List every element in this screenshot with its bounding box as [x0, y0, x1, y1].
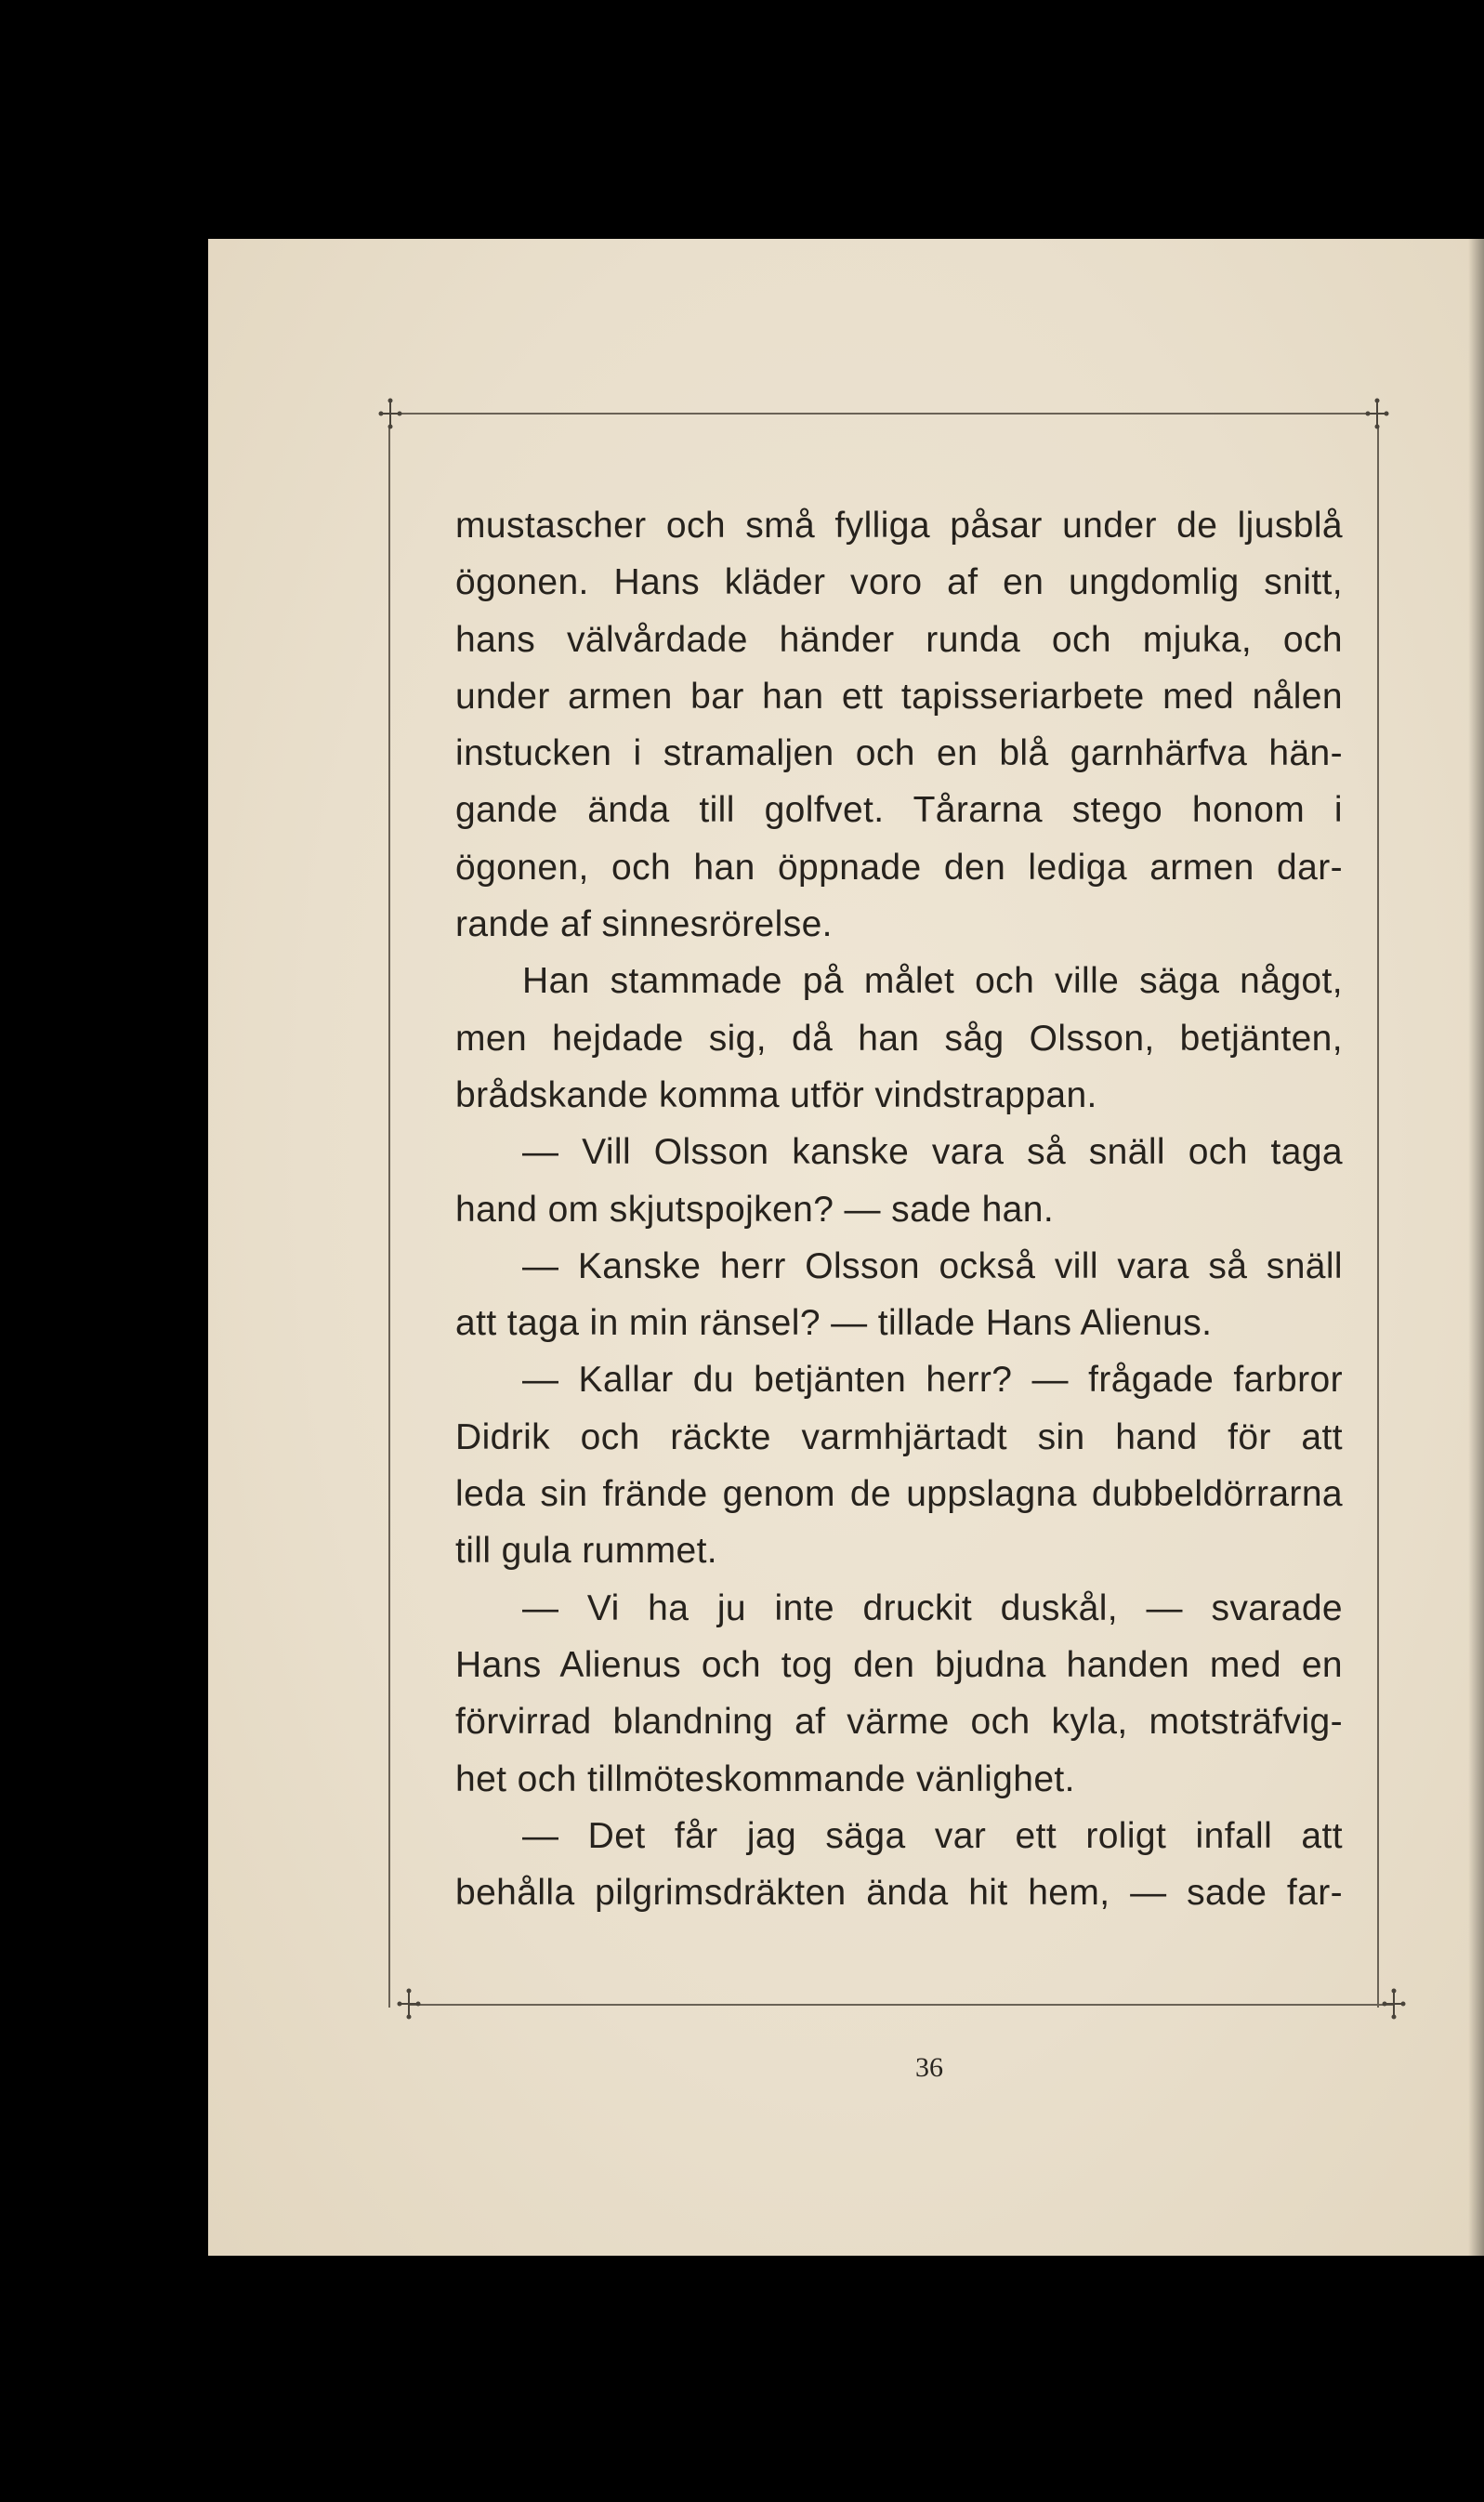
text-line: het och tillmöteskommande vänlighet.	[455, 1758, 1075, 1799]
text-line: gande ända till golfvet. Tårarna stego honom i	[455, 790, 1343, 831]
page-edge-shadow	[1468, 239, 1484, 2256]
corner-ornament-icon	[396, 1987, 422, 2021]
frame-top-line	[390, 413, 1375, 415]
text-line: Han stammade på målet och ville säga något,	[522, 961, 1343, 1002]
corner-ornament-icon	[1364, 397, 1390, 430]
text-line: mustascher och små fylliga påsar under de ljusblå	[455, 506, 1343, 546]
text-line: till gula rummet.	[455, 1531, 718, 1572]
text-line: brådskande komma utför vindstrappan.	[455, 1074, 1097, 1115]
text-line: — Vi ha ju inte druckit duskål, — svarade	[522, 1587, 1343, 1628]
text-line: förvirrad blandning af värme och kyla, motsträfvig-	[455, 1702, 1343, 1743]
frame-right-line	[1377, 428, 1379, 2008]
frame-left-line	[388, 428, 390, 2008]
corner-ornament-icon	[1381, 1987, 1407, 2021]
text-line: — Kanske herr Olsson också vill vara så snäll	[522, 1245, 1343, 1286]
text-line: leda sin frände genom de uppslagna dubbeldörrarna	[455, 1474, 1343, 1515]
text-line: under armen bar han ett tapisseriarbete med nålen	[455, 676, 1343, 717]
text-line: — Det får jag säga var ett roligt infall att	[522, 1815, 1343, 1856]
page-number: 36	[915, 2052, 943, 2083]
text-line: behålla pilgrimsdräkten ända hit hem, — sade far-	[455, 1873, 1343, 1914]
text-line: Hans Alienus och tog den bjudna handen med en	[455, 1644, 1343, 1685]
text-line: ögonen. Hans kläder voro af en ungdomlig snitt,	[455, 562, 1343, 603]
text-line: ögonen, och han öppnade den lediga armen dar-	[455, 847, 1343, 888]
text-line: instucken i stramaljen och en blå garnhärfva hän-	[455, 733, 1343, 774]
text-line: hans välvårdade händer runda och mjuka, och	[455, 619, 1343, 660]
body-text	[455, 497, 1343, 1921]
corner-ornament-icon	[377, 397, 403, 430]
text-line: att taga in min ränsel? — tillade Hans Alienus.	[455, 1303, 1213, 1344]
frame-bottom-line	[409, 2004, 1394, 2006]
text-line: hand om skjutspojken? — sade han.	[455, 1189, 1055, 1230]
text-line: — Vill Olsson kanske vara så snäll och taga	[522, 1132, 1343, 1173]
text-line: rande af sinnesrörelse.	[455, 904, 833, 945]
text-line: men hejdade sig, då han såg Olsson, betjänten,	[455, 1018, 1343, 1059]
text-line: — Kallar du betjänten herr? — frågade farbror	[522, 1360, 1343, 1401]
text-line: Didrik och räckte varmhjärtadt sin hand för att	[455, 1416, 1343, 1457]
